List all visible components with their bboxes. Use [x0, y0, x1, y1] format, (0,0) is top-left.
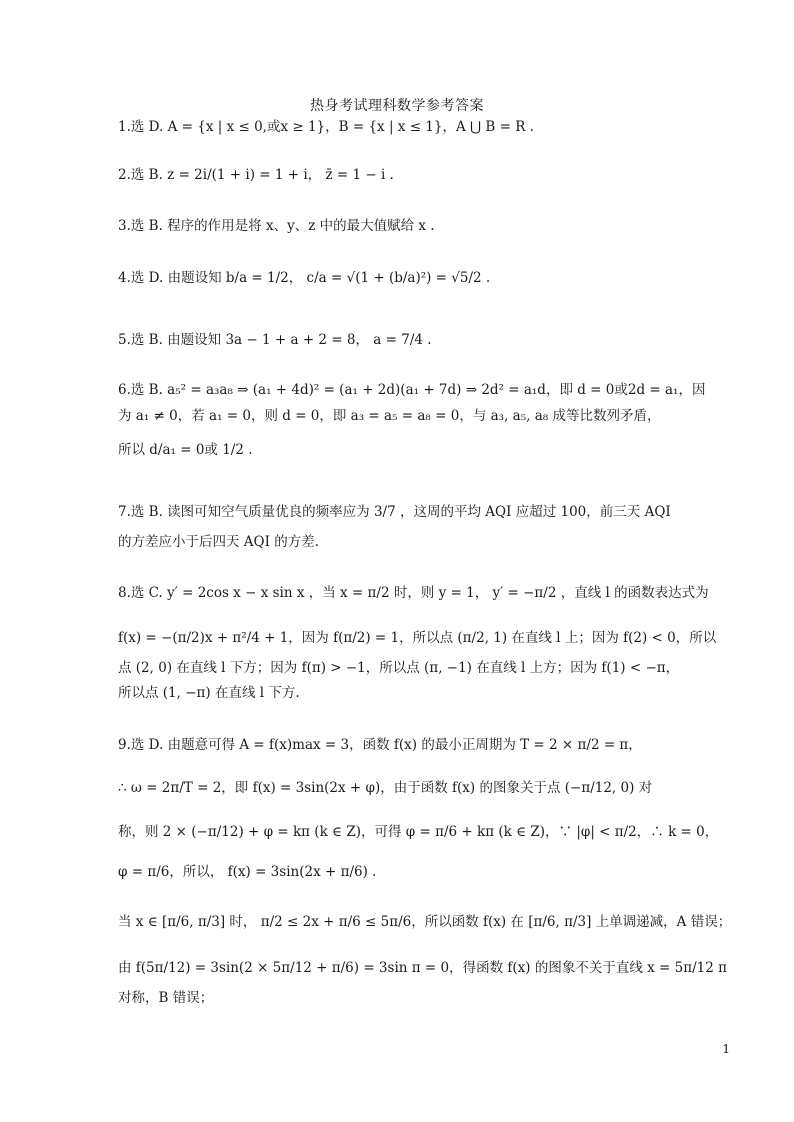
answer-8-line-2: f(x) = −(π/2)x + π²/4 + 1，因为 f(π/2) = 1，所以点 (π/2, 1) 在直线 l 上；因为 f(2) < 0，所以	[118, 630, 717, 646]
answer-8-line-4: 所以点 (1, −π) 在直线 l 下方.	[118, 685, 300, 701]
answer-6-line-2: 为 a₁ ≠ 0，若 a₁ = 0，则 d = 0，即 a₃ = a₅ = a₈ = 0，与 a₃, a₅, a₈ 成等比数列矛盾，	[118, 408, 661, 424]
answer-6-line-3: 所以 d/a₁ = 0或 1/2 .	[118, 442, 253, 458]
answer-7-line-1: 7.选 B. 读图可知空气质量优良的频率应为 3/7 ，这周的平均 AQI 应超过 100，前三天 AQI	[118, 504, 671, 520]
answer-9-line-7: 对称，B 错误；	[118, 990, 214, 1006]
answer-8-line-3: 点 (2, 0) 在直线 l 下方；因为 f(π) > −1，所以点 (π, −1) 在直线 l 上方；因为 f(1) < −π，	[118, 660, 680, 676]
page-title: 热身考试理科数学参考答案	[310, 98, 484, 114]
answer-1: 1.选 D. A = {x | x ≤ 0,或x ≥ 1}，B = {x | x ≤ 1}，A ⋃ B = R .	[118, 119, 534, 135]
answer-2: 2.选 B. z = 2i/(1 + i) = 1 + i， z̄ = 1 − i .	[118, 167, 394, 183]
answer-4: 4.选 D. 由题设知 b/a = 1/2， c/a = √(1 + (b/a)²) = √5/2 .	[118, 270, 491, 286]
answer-8-line-1: 8.选 C. y′ = 2cos x − x sin x ，当 x = π/2 时，则 y = 1， y′ = −π/2 ，直线 l 的函数表达式为	[118, 585, 709, 601]
answer-9-line-6: 由 f(5π/12) = 3sin(2 × 5π/12 + π/6) = 3sin π = 0，得函数 f(x) 的图象不关于直线 x = 5π/12 π	[118, 960, 727, 976]
answer-3: 3.选 B. 程序的作用是将 x、y、z 中的最大值赋给 x .	[118, 218, 435, 234]
answer-6-line-1: 6.选 B. a₅² = a₃a₈ ⇒ (a₁ + 4d)² = (a₁ + 2d)(a₁ + 7d) ⇒ 2d² = a₁d，即 d = 0或2d = a₁，因	[118, 382, 706, 398]
answer-9-line-2: ∴ ω = 2π/T = 2，即 f(x) = 3sin(2x + φ)，由于函数 f(x) 的图象关于点 (−π/12, 0) 对	[118, 780, 653, 796]
answer-9-line-1: 9.选 D. 由题意可得 A = f(x)max = 3，函数 f(x) 的最小正周期为 T = 2 × π/2 = π，	[118, 737, 642, 753]
answer-9-line-4: φ = π/6，所以， f(x) = 3sin(2x + π/6) .	[118, 864, 377, 880]
answer-5: 5.选 B. 由题设知 3a − 1 + a + 2 = 8， a = 7/4 .	[118, 332, 432, 348]
page-number: 1	[722, 1042, 730, 1056]
answer-9-line-5: 当 x ∈ [π/6, π/3] 时， π/2 ≤ 2x + π/6 ≤ 5π/6，所以函数 f(x) 在 [π/6, π/3] 上单调递减，A 错误；	[118, 914, 732, 930]
answer-9-line-3: 称，则 2 × (−π/12) + φ = kπ (k ∈ Z)，可得 φ = π/6 + kπ (k ∈ Z)，∵ |φ| < π/2，∴ k = 0，	[118, 824, 719, 840]
answer-7-line-2: 的方差应小于后四天 AQI 的方差.	[118, 534, 320, 550]
